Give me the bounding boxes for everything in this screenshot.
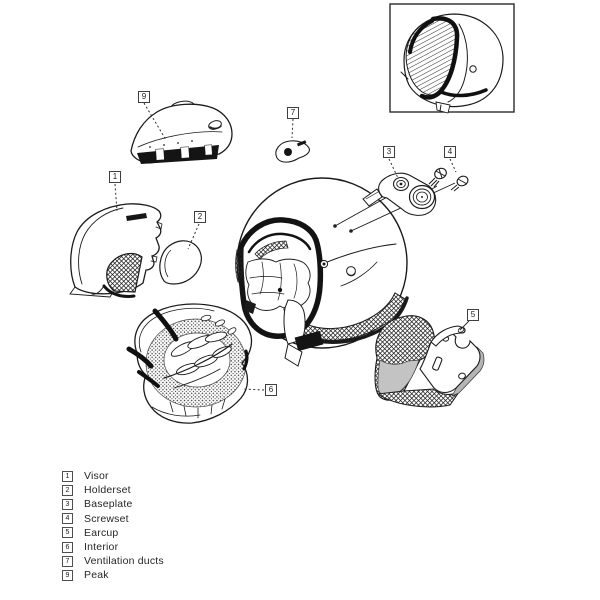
callout-ventilation: 7 — [287, 107, 299, 119]
callout-holderset: 2 — [194, 211, 206, 223]
legend-item-earcup — [62, 526, 164, 540]
legend-item-peak — [62, 568, 164, 582]
legend-label: Ventilation ducts — [84, 555, 164, 568]
legend-label: Baseplate — [84, 498, 133, 511]
callout-interior: 6 — [265, 384, 277, 396]
callout-earcup: 5 — [467, 309, 479, 321]
legend-num-box: 6 — [62, 542, 73, 553]
legend-label: Screwset — [84, 512, 129, 525]
legend-num-box: 1 — [62, 471, 73, 482]
callout-visor: 1 — [109, 171, 121, 183]
legend-label: Holderset — [84, 484, 131, 497]
parts-legend — [62, 469, 164, 583]
callout-peak: 9 — [138, 91, 150, 103]
legend-num-box: 3 — [62, 499, 73, 510]
legend-label: Interior — [84, 541, 119, 554]
holderset-drawing — [160, 241, 201, 284]
ventilation-duct-drawing — [276, 140, 310, 162]
legend-num-box: 4 — [62, 513, 73, 524]
legend-item-interior — [62, 540, 164, 554]
earcup-drawing — [375, 316, 484, 407]
legend-num-box: 9 — [62, 570, 73, 581]
callout-baseplate: 3 — [383, 146, 395, 158]
legend-item-ventilation-ducts — [62, 554, 164, 568]
peak-drawing — [131, 101, 232, 164]
legend-item-holderset — [62, 483, 164, 497]
legend-label: Earcup — [84, 526, 119, 539]
legend-item-baseplate — [62, 497, 164, 511]
legend-item-visor — [62, 469, 164, 483]
legend-num-box: 2 — [62, 485, 73, 496]
interior-drawing — [129, 304, 252, 423]
legend-item-screwset — [62, 512, 164, 526]
legend-num-box: 5 — [62, 527, 73, 538]
callout-screwset: 4 — [444, 146, 456, 158]
legend-num-box: 7 — [62, 556, 73, 567]
legend-label: Peak — [84, 569, 109, 582]
inset-helmet-thumbnail — [390, 4, 514, 113]
visor-drawing — [70, 204, 162, 297]
legend-label: Visor — [84, 470, 109, 483]
